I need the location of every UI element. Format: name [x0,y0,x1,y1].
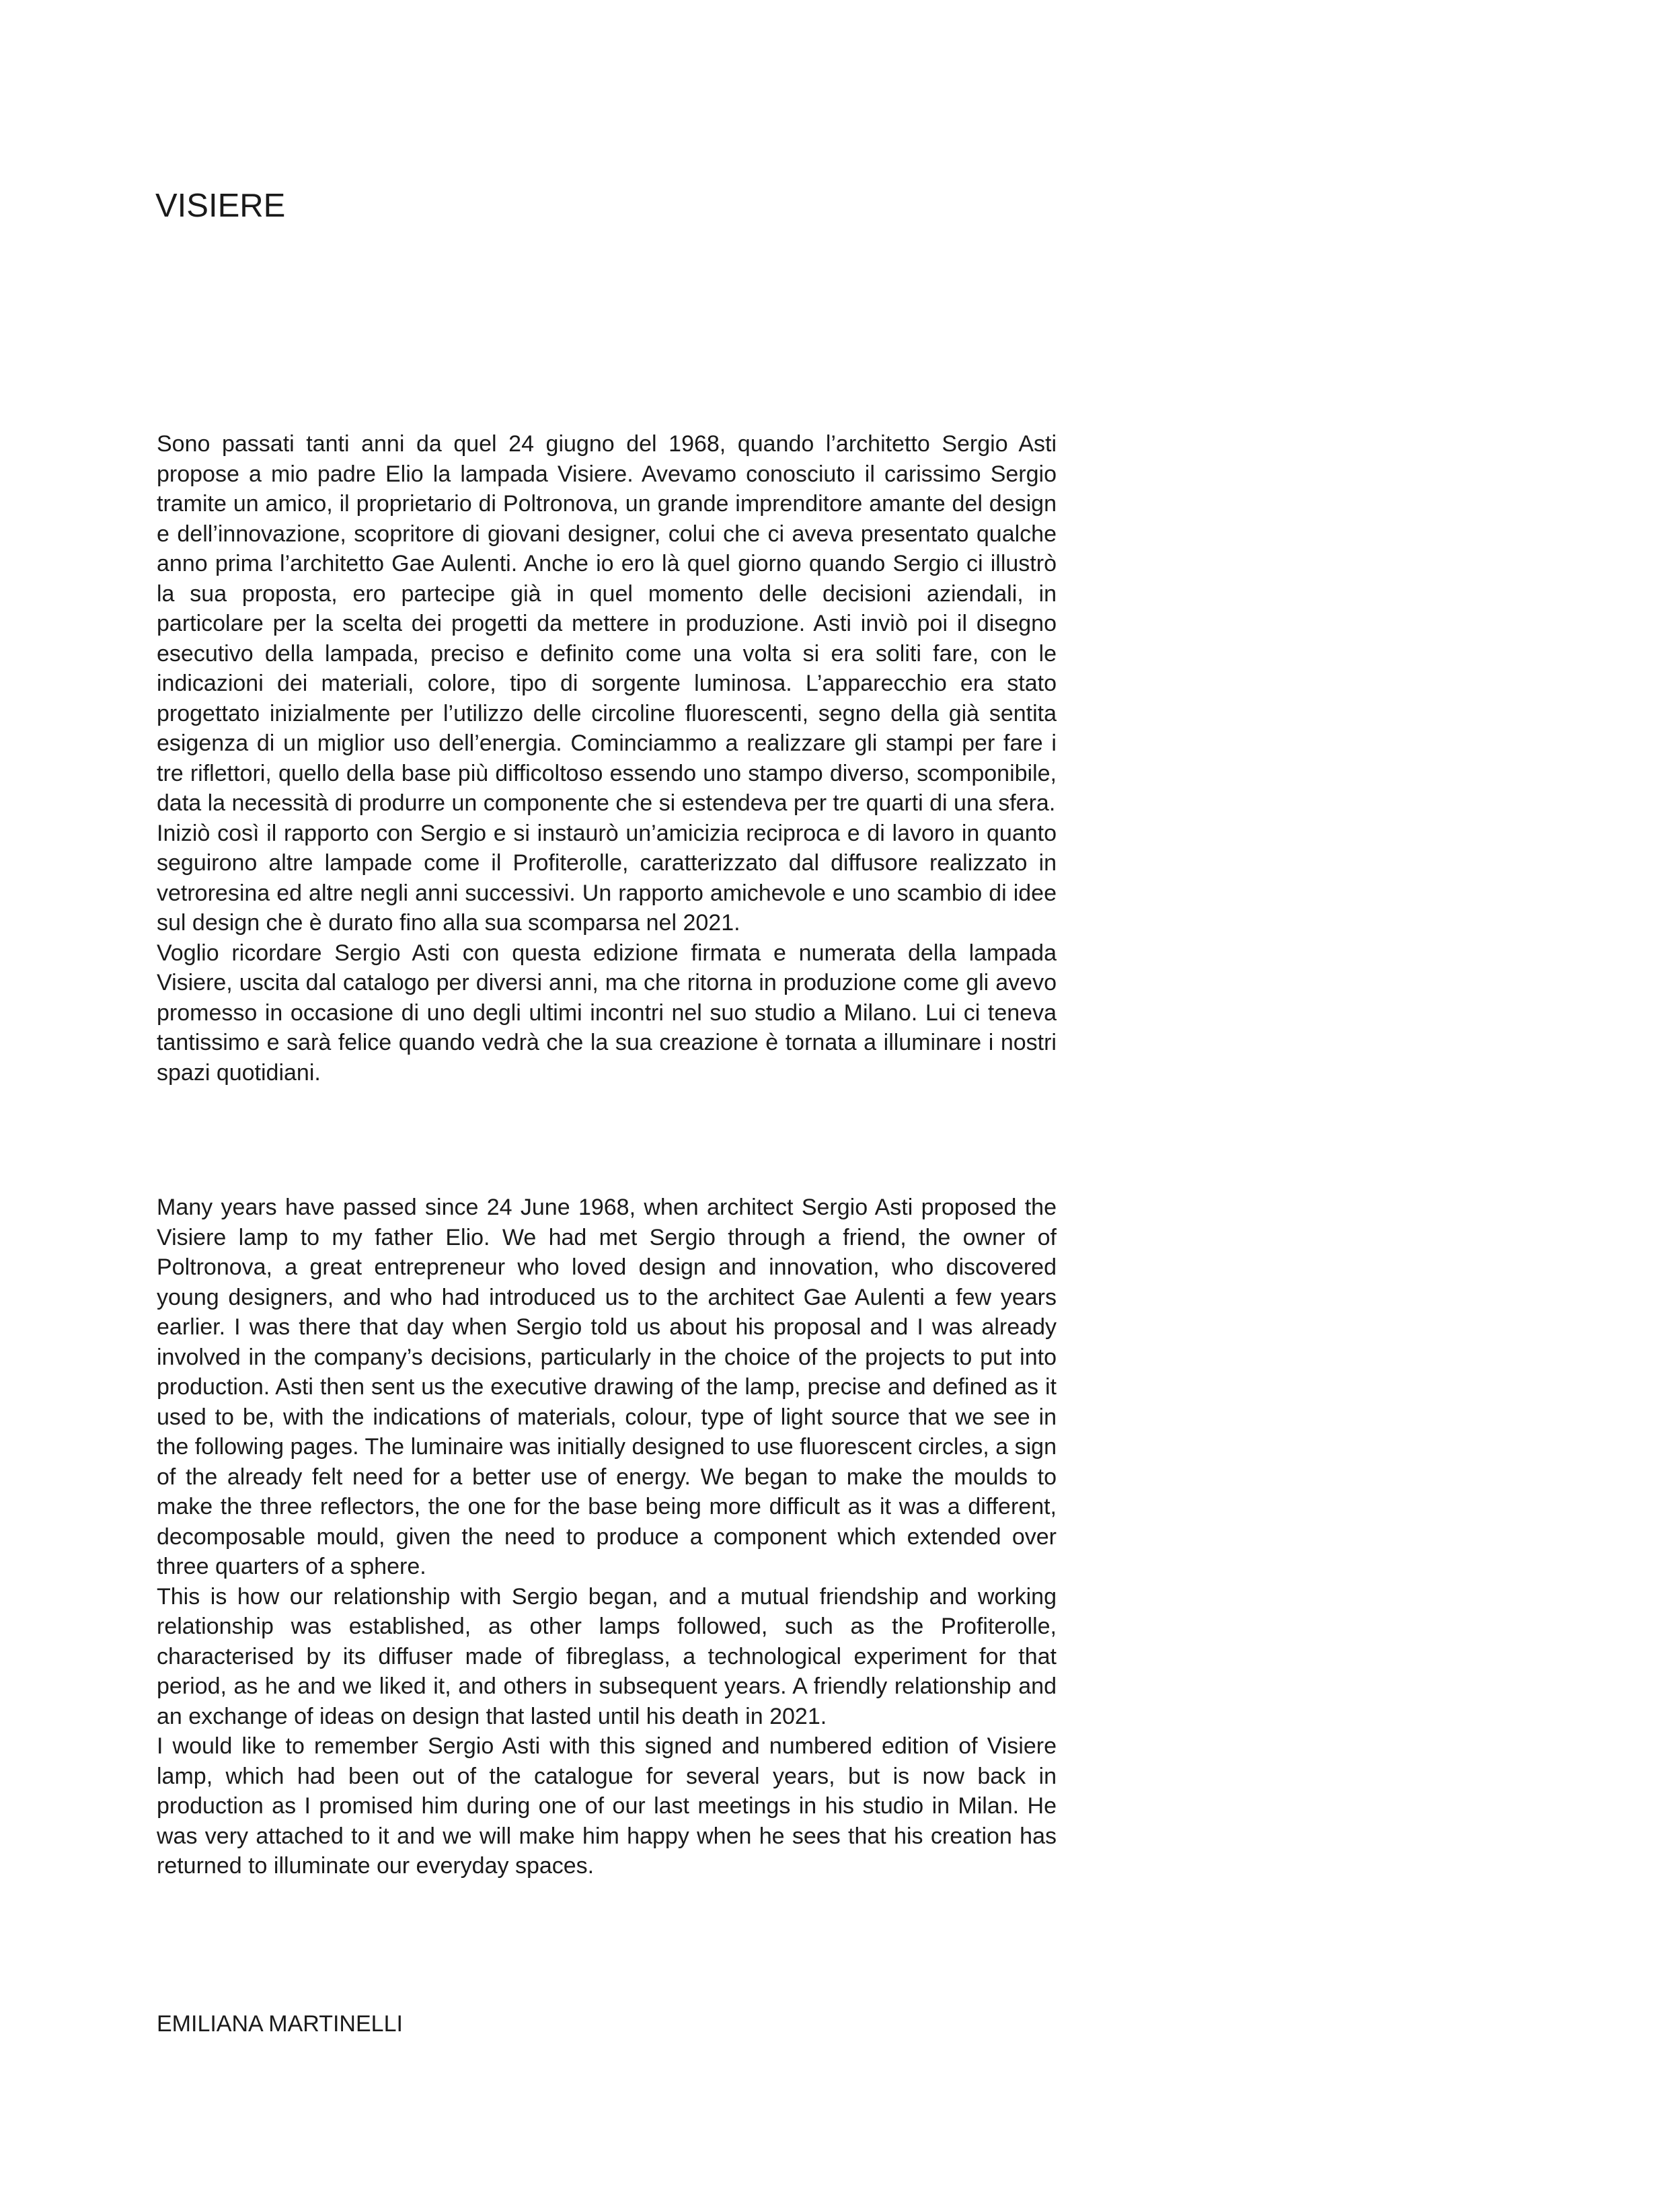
italian-paragraph-1: Sono passati tanti anni da quel 24 giugno del 1968, quando l’architetto Sergio Asti propose a mio padre Elio la lampada Visiere. Avevamo conosciuto il carissimo Sergio tramite un amico, il proprietario di Poltronova, un grande imprenditore amante del design e dell’innovazione, scopritore di giovani designer, colui che ci aveva presentato qualche anno prima l’architetto Gae Aulenti. Anche io ero là quel giorno quando Sergio ci illustrò la sua proposta, ero partecipe già in quel momento delle decisioni aziendali, in particolare per la scelta dei progetti da mettere in produzione. Asti inviò poi il disegno esecutivo della lampada, preciso e definito come una volta si era soliti fare, con le indicazioni dei materiali, colore, tipo di sorgente luminosa. L’apparecchio era stato progettato inizialmente per l’utilizzo delle circoline fluorescenti, segno della già sentita esigenza di un miglior uso dell’energia. Cominciammo a realizzare gli stampi per fare i tre riflettori, quello della base più difficoltoso essendo uno stampo diverso, scomponibile, data la necessità di produrre un componente che si estendeva per tre quarti di una sfera. [157,431,1057,816]
english-paragraph-2: This is how our relationship with Sergio began, and a mutual friendship and working relationship was established, as other lamps followed, such as the Profiterolle, characterised by its diffuser made of fibreglass, a technological experiment for that period, as he and we liked it, and others in subsequent years. A friendly relationship and an exchange of ideas on design that lasted until his death in 2021. [157,1583,1057,1729]
author-signature: EMILIANA MARTINELLI [157,2011,403,2037]
italian-paragraph-3: Voglio ricordare Sergio Asti con questa edizione firmata e numerata della lampada Visiere, uscita dal catalogo per diversi anni, ma che ritorna in produzione come gli avevo promesso in occasione di uno degli ultimi incontri nel suo studio a Milano. Lui ci teneva tantissimo e sarà felice quando vedrà che la sua creazione è tornata a illuminare i nostri spazi quotidiani. [157,940,1057,1086]
english-paragraph-3: I would like to remember Sergio Asti with this signed and numbered edition of Visiere lamp, which had been out of the catalogue for several years, but is now back in production as I promised him during one of our last meetings in his studio in Milan. He was very attached to it and we will make him happy when he sees that his creation has returned to illuminate our everyday spaces. [157,1733,1057,1879]
english-paragraph-1: Many years have passed since 24 June 1968, when architect Sergio Asti proposed the Visiere lamp to my father Elio. We had met Sergio through a friend, the owner of Poltronova, a great entrepreneur who loved design and innovation, who discovered young designers, and who had introduced us to the architect Gae Aulenti a few years earlier. I was there that day when Sergio told us about his proposal and I was already involved in the company’s decisions, particularly in the choice of the projects to put into production. Asti then sent us the executive drawing of the lamp, precise and defined as it used to be, with the indications of materials, colour, type of light source that we see in the following pages. The luminaire was initially designed to use fluorescent circles, a sign of the already felt need for a better use of energy. We began to make the moulds to make the three reflectors, the one for the base being more difficult as it was a different, decomposable mould, given the need to produce a component which extended over three quarters of a sphere. [157,1195,1057,1579]
page-title: VISIERE [155,188,286,224]
italian-paragraph-2: Iniziò così il rapporto con Sergio e si instaurò un’amicizia reciproca e di lavoro in quanto seguirono altre lampade come il Profiterolle, caratterizzato dal diffusore realizzato in vetroresina ed altre negli anni successivi. Un rapporto amichevole e uno scambio di idee sul design che è durato fino alla sua scomparsa nel 2021. [157,820,1057,936]
english-text-block [157,1193,1057,1881]
italian-text-block [157,429,1057,1088]
